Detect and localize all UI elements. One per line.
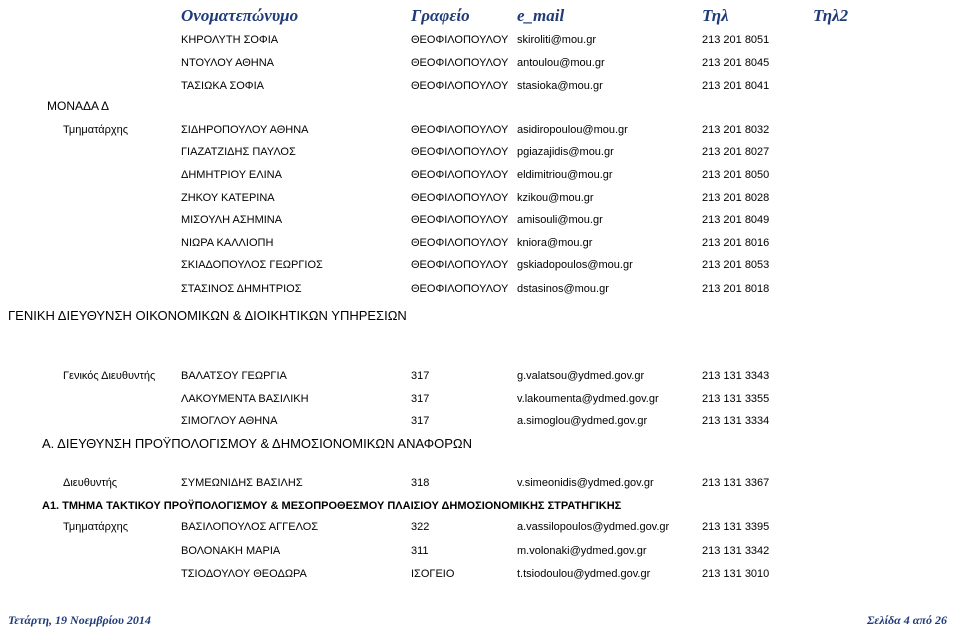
row-office: ΘΕΟΦΙΛΟΠΟΥΛΟΥ	[411, 237, 509, 249]
table-row	[0, 283, 960, 299]
row-phone: 213 201 8016	[702, 237, 770, 249]
row-name: ΣΙΜΟΓΛΟΥ ΑΘΗΝΑ	[181, 415, 278, 427]
row-name: ΣΚΙΑΔΟΠΟΥΛΟΣ ΓΕΩΡΓΙΟΣ	[181, 259, 323, 271]
row-office: 311	[411, 545, 429, 557]
row-email: kzikou@mou.gr	[517, 192, 594, 204]
table-row	[0, 34, 960, 50]
row-email: m.volonaki@ydmed.gov.gr	[517, 545, 647, 557]
row-phone: 213 131 3343	[702, 370, 770, 382]
row-name: ΖΗΚΟΥ ΚΑΤΕΡΙΝΑ	[181, 192, 275, 204]
row-phone: 213 131 3342	[702, 545, 770, 557]
row-name: ΣΥΜΕΩΝΙΔΗΣ ΒΑΣΙΛΗΣ	[181, 477, 303, 489]
table-row	[0, 80, 960, 96]
row-phone: 213 201 8050	[702, 169, 770, 181]
row-phone: 213 201 8032	[702, 124, 770, 136]
table-row	[0, 192, 960, 208]
footer-page-number: Σελίδα 4 από 26	[867, 613, 947, 627]
table-row	[0, 521, 960, 537]
row-name: ΣΙΔΗΡΟΠΟΥΛΟΥ ΑΘΗΝΑ	[181, 124, 309, 136]
table-row	[0, 124, 960, 140]
table-row	[0, 370, 960, 386]
row-email: v.lakoumenta@ydmed.gov.gr	[517, 393, 659, 405]
row-phone: 213 201 8051	[702, 34, 770, 46]
table-row	[0, 146, 960, 162]
row-office: 317	[411, 370, 430, 382]
column-header-tel2: Τηλ2	[813, 6, 849, 25]
row-name: ΒΑΣΙΛΟΠΟΥΛΟΣ ΑΓΓΕΛΟΣ	[181, 521, 319, 533]
row-email: amisouli@mou.gr	[517, 214, 603, 226]
department-a1-title: Α1. ΤΜΗΜΑ ΤΑΚΤΙΚΟΥ ΠΡΟΫΠΟΛΟΓΙΣΜΟΥ & ΜΕΣΟΠΡΟΘΕΣΜΟΥ ΠΛΑΙΣΙΟΥ ΔΗΜΟΣΙΟΝΟΜΙΚΗΣ ΣΤΡΑΤΗΓΙΚΗΣ	[42, 500, 622, 512]
row-email: antoulou@mou.gr	[517, 57, 605, 69]
row-office: ΘΕΟΦΙΛΟΠΟΥΛΟΥ	[411, 259, 509, 271]
row-email: v.simeonidis@ydmed.gov.gr	[517, 477, 654, 489]
table-row	[0, 415, 960, 431]
row-name: ΝΙΩΡΑ ΚΑΛΛΙΟΠΗ	[181, 237, 274, 249]
row-email: stasioka@mou.gr	[517, 80, 603, 92]
row-name: ΤΑΣΙΩΚΑ ΣΟΦΙΑ	[181, 80, 264, 92]
row-name: ΒΟΛΟΝΑΚΗ ΜΑΡΙΑ	[181, 545, 281, 557]
table-row	[0, 169, 960, 185]
table-row	[0, 237, 960, 253]
column-header-name: Ονοματεπώνυμο	[181, 6, 299, 25]
row-email: asidiropoulou@mou.gr	[517, 124, 628, 136]
table-row	[0, 568, 960, 584]
row-name: ΤΣΙΟΔΟΥΛΟΥ ΘΕΟΔΩΡΑ	[181, 568, 307, 580]
table-row	[0, 214, 960, 230]
row-office: 317	[411, 415, 430, 427]
unit-d-title: ΜΟΝΑΔΑ Δ	[47, 99, 110, 113]
row-name: ΒΑΛΑΤΣΟΥ ΓΕΩΡΓΙΑ	[181, 370, 287, 382]
row-email: g.valatsou@ydmed.gov.gr	[517, 370, 645, 382]
table-row	[0, 259, 960, 275]
row-office: ΘΕΟΦΙΛΟΠΟΥΛΟΥ	[411, 80, 509, 92]
row-email: pgiazajidis@mou.gr	[517, 146, 614, 158]
row-phone: 213 201 8045	[702, 57, 770, 69]
row-office: ΘΕΟΦΙΛΟΠΟΥΛΟΥ	[411, 34, 509, 46]
row-office: ΘΕΟΦΙΛΟΠΟΥΛΟΥ	[411, 57, 509, 69]
row-role: Γενικός Διευθυντής	[63, 370, 156, 382]
table-row	[0, 545, 960, 561]
table-row	[0, 393, 960, 409]
row-office: ΘΕΟΦΙΛΟΠΟΥΛΟΥ	[411, 192, 509, 204]
row-name: ΝΤΟΥΛΟΥ ΑΘΗΝΑ	[181, 57, 274, 69]
row-name: ΜΙΣΟΥΛΗ ΑΣΗΜΙΝΑ	[181, 214, 283, 226]
row-email: a.vassilopoulos@ydmed.gov.gr	[517, 521, 670, 533]
row-office: ΘΕΟΦΙΛΟΠΟΥΛΟΥ	[411, 124, 509, 136]
row-email: skiroliti@mou.gr	[517, 34, 597, 46]
general-directorate-title: ΓΕΝΙΚΗ ΔΙΕΥΘΥΝΣΗ ΟΙΚΟΝΟΜΙΚΩΝ & ΔΙΟΙΚΗΤΙΚΩΝ ΥΠΗΡΕΣΙΩΝ	[8, 308, 407, 323]
row-office: ΘΕΟΦΙΛΟΠΟΥΛΟΥ	[411, 283, 509, 295]
row-name: ΚΗΡΟΛΥΤΗ ΣΟΦΙΑ	[181, 34, 279, 46]
row-phone: 213 201 8027	[702, 146, 770, 158]
footer-date: Τετάρτη, 19 Νοεμβρίου 2014	[8, 613, 151, 627]
row-phone: 213 131 3367	[702, 477, 770, 489]
row-office: ΘΕΟΦΙΛΟΠΟΥΛΟΥ	[411, 214, 509, 226]
row-email: dstasinos@mou.gr	[517, 283, 609, 295]
row-name: ΣΤΑΣΙΝΟΣ ΔΗΜΗΤΡΙΟΣ	[181, 283, 302, 295]
row-email: a.simoglou@ydmed.gov.gr	[517, 415, 648, 427]
row-office: ΘΕΟΦΙΛΟΠΟΥΛΟΥ	[411, 146, 509, 158]
row-name: ΛΑΚΟΥΜΕΝΤΑ ΒΑΣΙΛΙΚΗ	[181, 393, 309, 405]
row-role: Τμηματάρχης	[63, 124, 129, 136]
row-name: ΔΗΜΗΤΡΙΟΥ ΕΛΙΝΑ	[181, 169, 282, 181]
row-role: Διευθυντής	[63, 477, 118, 489]
row-phone: 213 201 8028	[702, 192, 770, 204]
column-header-tel: Τηλ	[702, 6, 729, 25]
row-phone: 213 131 3010	[702, 568, 770, 580]
row-office: 318	[411, 477, 430, 489]
row-phone: 213 201 8018	[702, 283, 770, 295]
row-phone: 213 131 3334	[702, 415, 770, 427]
row-phone: 213 131 3395	[702, 521, 770, 533]
directorate-a-title: Α. ΔΙΕΥΘΥΝΣΗ ΠΡΟΫΠΟΛΟΓΙΣΜΟΥ & ΔΗΜΟΣΙΟΝΟΜΙΚΩΝ ΑΝΑΦΟΡΩΝ	[42, 436, 473, 451]
row-email: kniora@mou.gr	[517, 237, 593, 249]
row-office: 317	[411, 393, 430, 405]
row-email: eldimitriou@mou.gr	[517, 169, 613, 181]
table-row	[0, 57, 960, 73]
row-office: ΙΣΟΓΕΙΟ	[411, 568, 455, 580]
row-phone: 213 201 8053	[702, 259, 770, 271]
column-header-office: Γραφείο	[411, 6, 470, 25]
row-office: 322	[411, 521, 430, 533]
row-role: Τμηματάρχης	[63, 521, 129, 533]
column-header-email: e_mail	[517, 6, 565, 25]
row-email: gskiadopoulos@mou.gr	[517, 259, 633, 271]
row-phone: 213 131 3355	[702, 393, 770, 405]
row-name: ΓΙΑΖΑΤΖΙΔΗΣ ΠΑΥΛΟΣ	[181, 146, 296, 158]
row-email: t.tsiodoulou@ydmed.gov.gr	[517, 568, 651, 580]
row-phone: 213 201 8049	[702, 214, 770, 226]
row-office: ΘΕΟΦΙΛΟΠΟΥΛΟΥ	[411, 169, 509, 181]
row-phone: 213 201 8041	[702, 80, 770, 92]
table-row	[0, 477, 960, 493]
